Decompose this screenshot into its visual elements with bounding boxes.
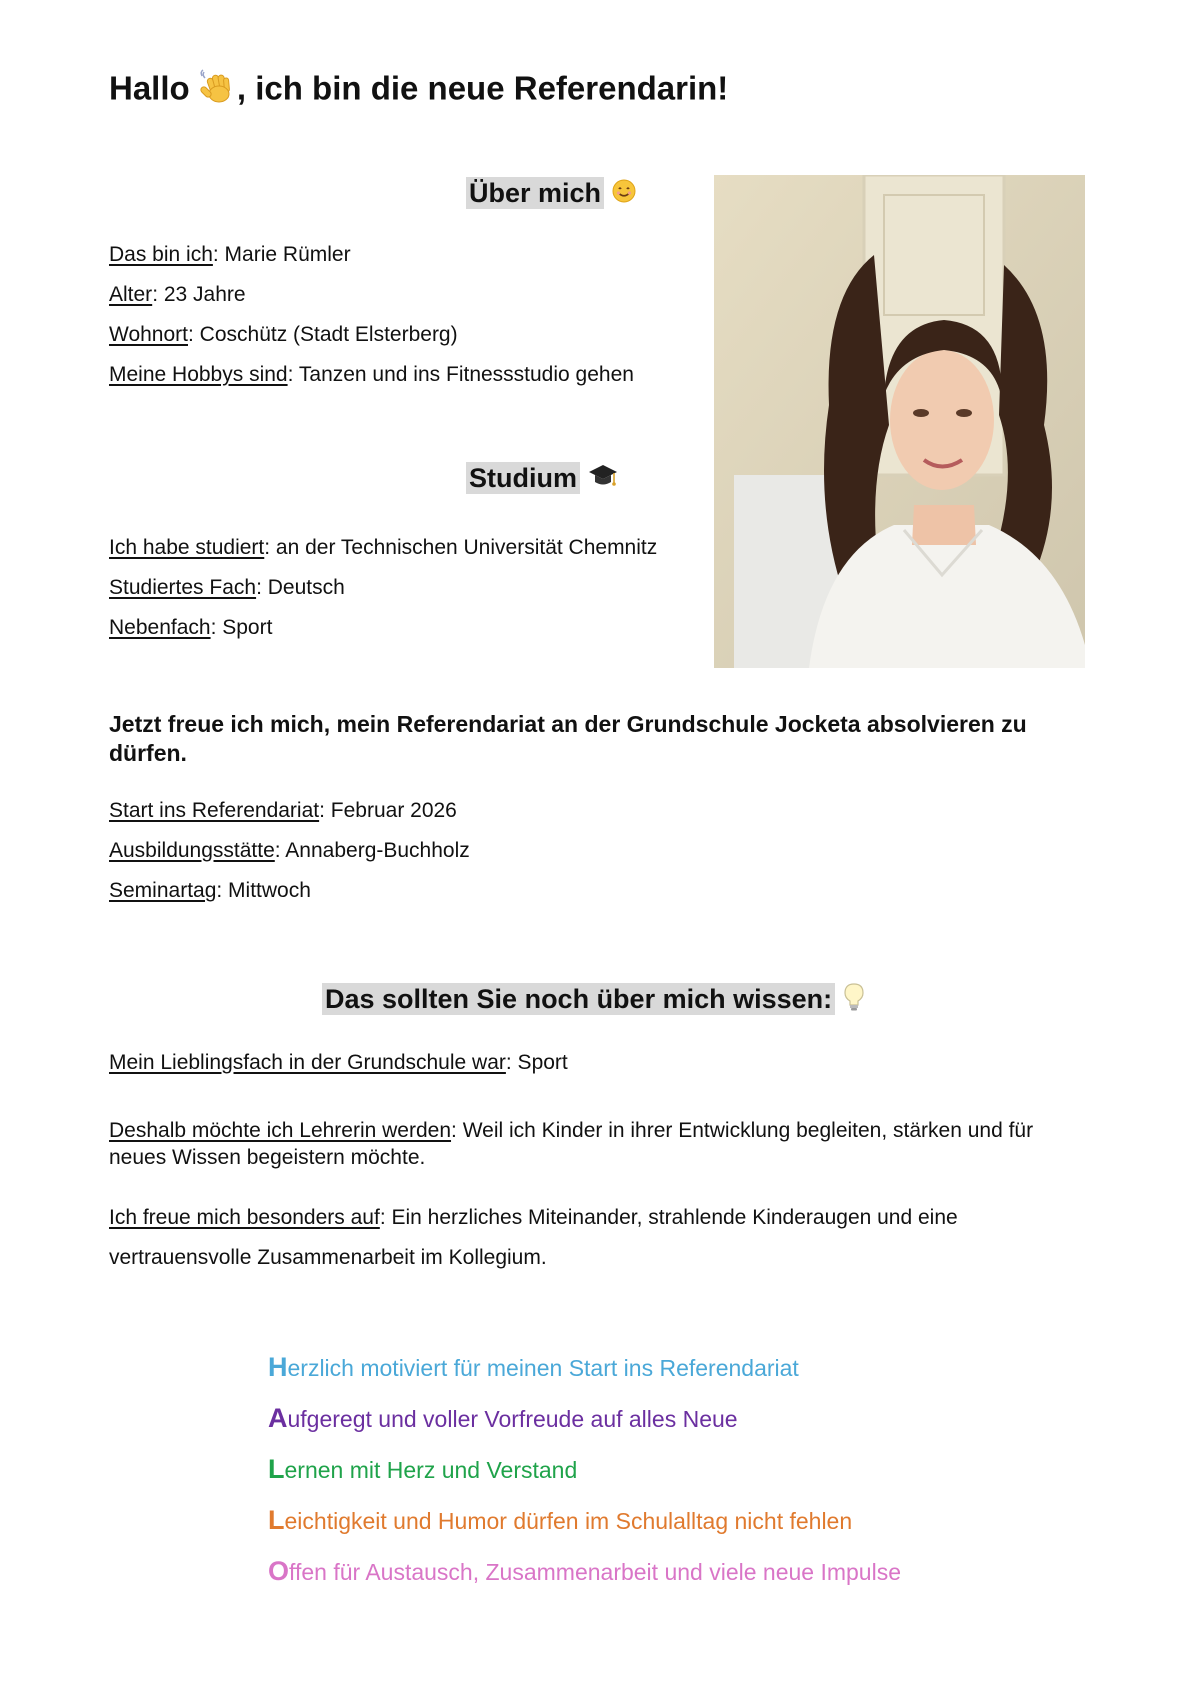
- acrostic-text: eichtigkeit und Humor dürfen im Schulalltag nicht fehlen: [284, 1508, 853, 1534]
- study-item-value: : Sport: [210, 616, 273, 639]
- title-greeting: Hallo: [109, 69, 190, 107]
- study-item-university: [109, 535, 657, 560]
- acrostic-initial: A: [268, 1403, 288, 1433]
- acrostic-initial: L: [268, 1505, 285, 1535]
- more-item-why-teacher: [109, 1117, 1089, 1171]
- ref-item-start: [109, 798, 457, 823]
- about-heading-text: Über mich: [466, 177, 604, 209]
- acrostic-text: ernen mit Herz und Verstand: [284, 1457, 578, 1483]
- study-item-value: : an der Technischen Universität Chemnitz: [264, 536, 658, 559]
- about-item-label: Das bin ich: [109, 243, 213, 266]
- about-item-label: Meine Hobbys sind: [109, 363, 288, 386]
- acrostic-line-o: [268, 1556, 901, 1587]
- study-item-label: Studiertes Fach: [109, 576, 257, 599]
- more-item-looking-forward: [109, 1198, 1089, 1278]
- acrostic-initial: L: [268, 1454, 285, 1484]
- waving-hand-icon: [199, 68, 237, 114]
- study-heading: [466, 462, 618, 497]
- more-heading-text: Das sollten Sie noch über mich wissen:: [322, 983, 835, 1015]
- profile-photo: [714, 175, 1085, 668]
- study-item-value: : Deutsch: [256, 576, 345, 599]
- page-title: [109, 68, 728, 114]
- acrostic-line-a: [268, 1403, 738, 1434]
- about-item-value: : Tanzen und ins Fitnessstudio gehen: [287, 363, 634, 386]
- study-item-label: Ich habe studiert: [109, 536, 265, 559]
- about-item-residence: [109, 322, 458, 347]
- about-item-value: : Marie Rümler: [212, 243, 351, 266]
- acrostic-initial: H: [268, 1352, 288, 1382]
- about-item-value: : 23 Jahre: [152, 283, 246, 306]
- more-item-label: Deshalb möchte ich Lehrerin werden: [109, 1119, 452, 1142]
- ref-item-value: : Mittwoch: [216, 879, 311, 902]
- referendariat-intro: Jetzt freue ich mich, mein Referendariat an der Grundschule Jocketa absolvieren zu dürfen.: [109, 711, 1027, 766]
- about-item-value: : Coschütz (Stadt Elsterberg): [188, 323, 458, 346]
- ref-item-value: : Annaberg-Buchholz: [274, 839, 470, 862]
- about-item-hobbies: [109, 362, 634, 387]
- more-item-label: Mein Lieblingsfach in der Grundschule war: [109, 1051, 506, 1074]
- about-item-label: Alter: [109, 283, 153, 306]
- more-item-value: : Weil ich Kinder in ihrer Entwicklung begleiten, stärken und für neues Wissen begeistern möchte.: [109, 1119, 1034, 1169]
- more-item-favorite-subject: [109, 1050, 568, 1075]
- about-heading: [466, 178, 636, 210]
- about-item-name: [109, 242, 351, 267]
- title-text: , ich bin die neue Referendarin!: [236, 69, 729, 107]
- more-heading: [322, 982, 865, 1019]
- study-item-subject: [109, 575, 345, 600]
- acrostic-line-l2: [268, 1505, 852, 1536]
- acrostic-text: ufgeregt und voller Vorfreude auf alles Neue: [287, 1406, 738, 1432]
- ref-item-seminar: [109, 878, 311, 903]
- more-item-value: : Ein herzliches Miteinander, strahlende Kinderaugen und eine vertrauensvolle Zusammenarbeit im Kollegium.: [109, 1206, 958, 1269]
- ref-item-place: [109, 838, 470, 863]
- smiling-face-icon: [612, 179, 636, 210]
- light-bulb-icon: [843, 982, 865, 1019]
- about-item-label: Wohnort: [109, 323, 188, 346]
- acrostic-line-h: [268, 1352, 799, 1383]
- acrostic-initial: O: [268, 1556, 290, 1586]
- ref-item-label: Seminartag: [109, 879, 217, 902]
- graduation-cap-icon: [588, 462, 618, 497]
- ref-item-value: : Februar 2026: [319, 799, 457, 822]
- ref-item-label: Ausbildungsstätte: [109, 839, 275, 862]
- acrostic-text: ffen für Austausch, Zusammenarbeit und viele neue Impulse: [289, 1559, 901, 1585]
- more-item-value: : Sport: [505, 1051, 568, 1074]
- ref-item-label: Start ins Referendariat: [109, 799, 320, 822]
- about-item-age: [109, 282, 246, 307]
- more-item-label: Ich freue mich besonders auf: [109, 1206, 380, 1229]
- study-item-minor: [109, 615, 272, 640]
- acrostic-text: erzlich motiviert für meinen Start ins Referendariat: [287, 1355, 799, 1381]
- study-item-label: Nebenfach: [109, 616, 211, 639]
- acrostic-line-l1: [268, 1454, 577, 1485]
- study-heading-text: Studium: [466, 462, 580, 494]
